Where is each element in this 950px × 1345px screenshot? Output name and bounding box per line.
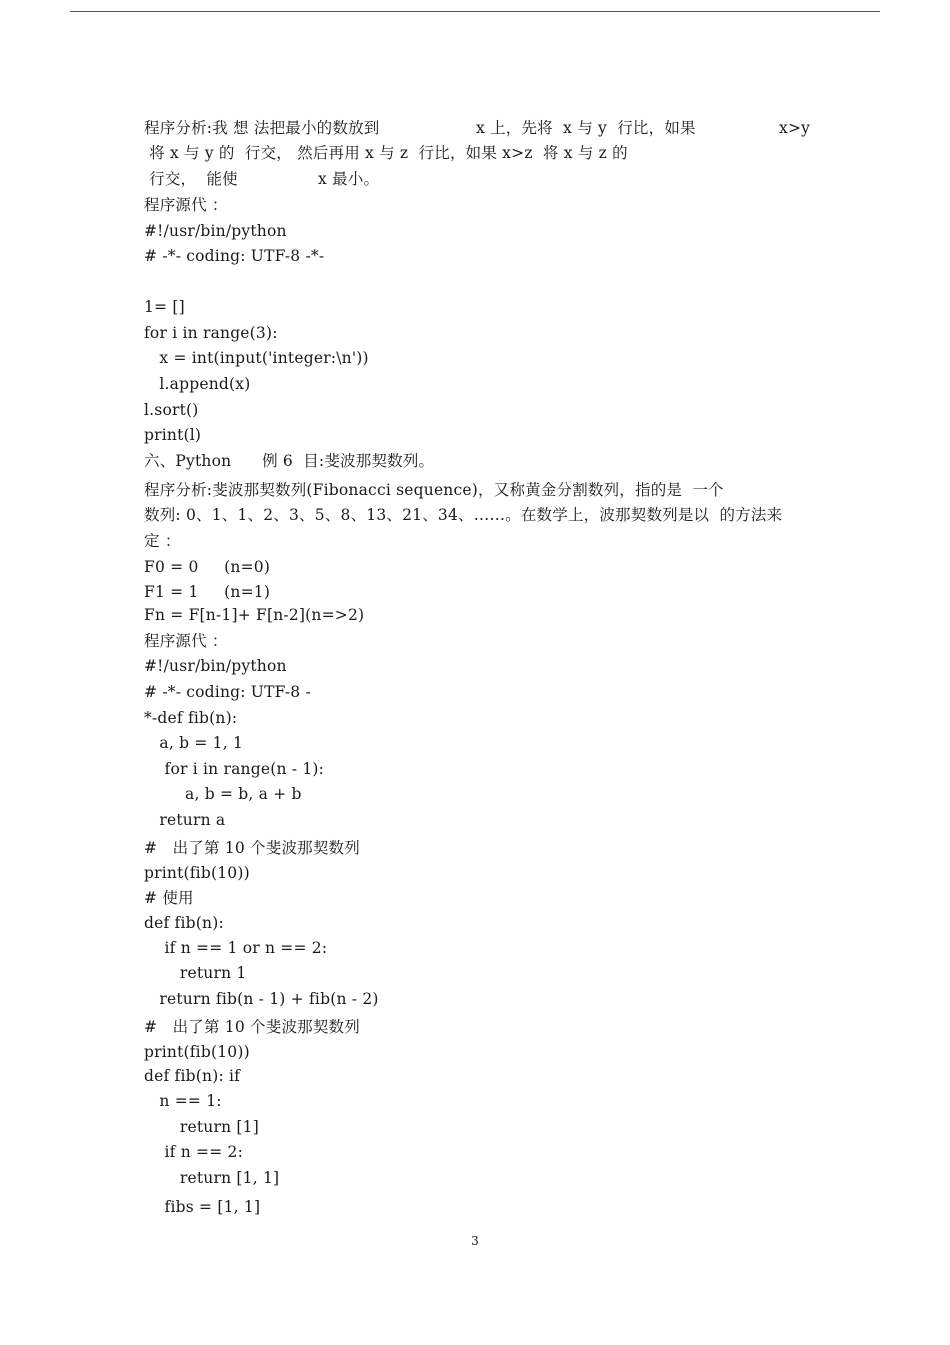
text-line: 将 x 与 y 的 行交， 然后再用 x 与 z 行比，如果 x>z 将 x 与 z 的 [144, 144, 628, 162]
page-number: 3 [471, 1234, 479, 1248]
code-line: print(fib(10)) [144, 1043, 250, 1061]
code-line: l.sort() [144, 401, 199, 419]
code-line: l.append(x) [144, 375, 251, 393]
code-comment: # 使用 [144, 889, 194, 907]
code-line: for i in range(3): [144, 324, 278, 342]
section-label: 程序源代 ： [144, 632, 228, 650]
code-line: # -*- coding: UTF-8 -*- [144, 247, 325, 265]
code-line: fibs = [1, 1] [144, 1198, 261, 1216]
code-line: return [1] [144, 1118, 259, 1136]
text-line-fragment: x 上，先将 x 与 y 行比，如果 [476, 119, 696, 137]
code-line: return 1 [144, 964, 247, 982]
code-line: a, b = b, a + b [144, 785, 302, 803]
section-heading: 六、Python 例 6 目:斐波那契数列。 [144, 452, 435, 470]
formula-line: F1 = 1 (n=1) [144, 583, 271, 601]
text-line: 定 ： [144, 532, 181, 550]
text-line-fragment: x>y [779, 119, 811, 137]
text-line: 行交， 能使 [144, 170, 238, 188]
code-line: #!/usr/bin/python [144, 657, 287, 675]
code-line: return a [144, 811, 226, 829]
text-line: 数列: 0、1、1、2、3、5、8、13、21、34、……。在数学上，波那契数列是以 的方法来 [144, 506, 783, 524]
code-line: return fib(n - 1) + fib(n - 2) [144, 990, 379, 1008]
code-comment: # 出了第 10 个斐波那契数列 [144, 1018, 360, 1036]
code-line: print(l) [144, 426, 202, 444]
code-line: for i in range(n - 1): [144, 760, 325, 778]
code-line: if n == 2: [144, 1143, 244, 1161]
code-line: if n == 1 or n == 2: [144, 939, 328, 957]
code-line: a, b = 1, 1 [144, 734, 244, 752]
code-line: x = int(input('integer:\n')) [144, 349, 369, 367]
code-line: def fib(n): if [144, 1067, 241, 1085]
formula-line: Fn = F[n-1]+ F[n-2](n=>2) [144, 606, 365, 624]
formula-line: F0 = 0 (n=0) [144, 558, 271, 576]
text-line-fragment: x 最小。 [318, 170, 380, 188]
text-line: 程序分析:我 想 法把最小的数放到 [144, 119, 380, 137]
code-line: print(fib(10)) [144, 864, 250, 882]
code-line: return [1, 1] [144, 1169, 280, 1187]
code-line: # -*- coding: UTF-8 - [144, 683, 311, 701]
code-line: n == 1: [144, 1092, 222, 1110]
code-line: 1= [] [144, 298, 185, 316]
code-line: *-def fib(n): [144, 709, 238, 727]
section-label: 程序源代 ： [144, 196, 228, 214]
text-line: 程序分析:斐波那契数列(Fibonacci sequence)，又称黄金分割数列，指的是 一个 [144, 481, 724, 499]
code-line: #!/usr/bin/python [144, 222, 287, 240]
code-line: def fib(n): [144, 914, 224, 932]
code-comment: # 出了第 10 个斐波那契数列 [144, 839, 360, 857]
